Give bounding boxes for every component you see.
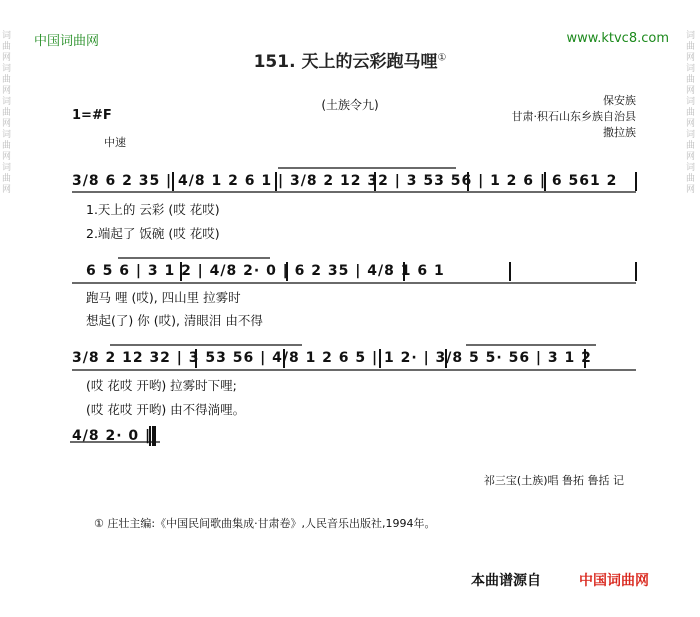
notation-row-1: 3/8 6 2 35 | 4/8 1 2 6 1 | 3/8 2 12 32 | 3 53 56 | 1 2 6 | 6 561 2 — [72, 173, 618, 189]
lyrics-row-3-verse-1: (哎 花哎 开哟) 拉雾时下哩; — [86, 378, 237, 393]
footnote-marker: ① — [437, 52, 447, 64]
lyrics-row-3-verse-2: (哎 花哎 开哟) 由不得淌哩。 — [86, 402, 246, 417]
footer-site-link[interactable]: 中国词曲网 — [579, 573, 649, 589]
side-watermark-right: 词曲网词曲网词曲网词曲网词曲网 — [684, 30, 694, 195]
lyrics-row-1-verse-2: 2.端起了 饭碗 (哎 花哎) — [86, 226, 220, 241]
source-line-1: 保安族 — [603, 94, 636, 107]
song-subtitle: (土族令九) — [321, 98, 379, 112]
site-name-left[interactable]: 中国词曲网 — [34, 34, 100, 49]
footnote: ① 庄壮主编:《中国民间歌曲集成·甘肃卷》,人民音乐出版社,1994年。 — [94, 517, 436, 530]
notation-row-2: 6 5 6 | 3 1 2 | 4/8 2· 0 | 6 2 35 | 4/8 1 6 1 — [86, 263, 445, 279]
lyrics-row-2-verse-2: 想起(了) 你 (哎), 清眼泪 由不得 — [86, 313, 263, 328]
source-line-2: 甘肃·积石山东乡族自治县 — [511, 110, 636, 123]
lyrics-row-2-verse-1: 跑马 哩 (哎), 四山里 拉雾时 — [86, 290, 241, 305]
footer-source-label: 本曲谱源自 — [471, 573, 541, 589]
notation-row-3: 3/8 2 12 32 | 3 53 56 | 4/8 1 2 6 5 | 1 2· | 3/8 5 5· 56 | 3 1 2 — [72, 350, 592, 366]
key-signature: 1=#F — [72, 108, 112, 123]
performer-credit: 祁三宝(土族)唱 鲁拓 鲁括 记 — [483, 474, 624, 487]
tempo-marking: 中速 — [104, 136, 126, 149]
notation-row-4: 4/8 2· 0 || — [72, 428, 158, 444]
site-url-right[interactable]: www.ktvc8.com — [566, 31, 669, 46]
side-watermark-left: 词曲网词曲网词曲网词曲网词曲网 — [0, 30, 10, 195]
source-line-3: 撒拉族 — [603, 126, 636, 139]
song-number-title: 151. 天上的云彩跑马哩 — [253, 52, 438, 72]
lyrics-row-1-verse-1: 1.天上的 云彩 (哎 花哎) — [86, 202, 220, 217]
